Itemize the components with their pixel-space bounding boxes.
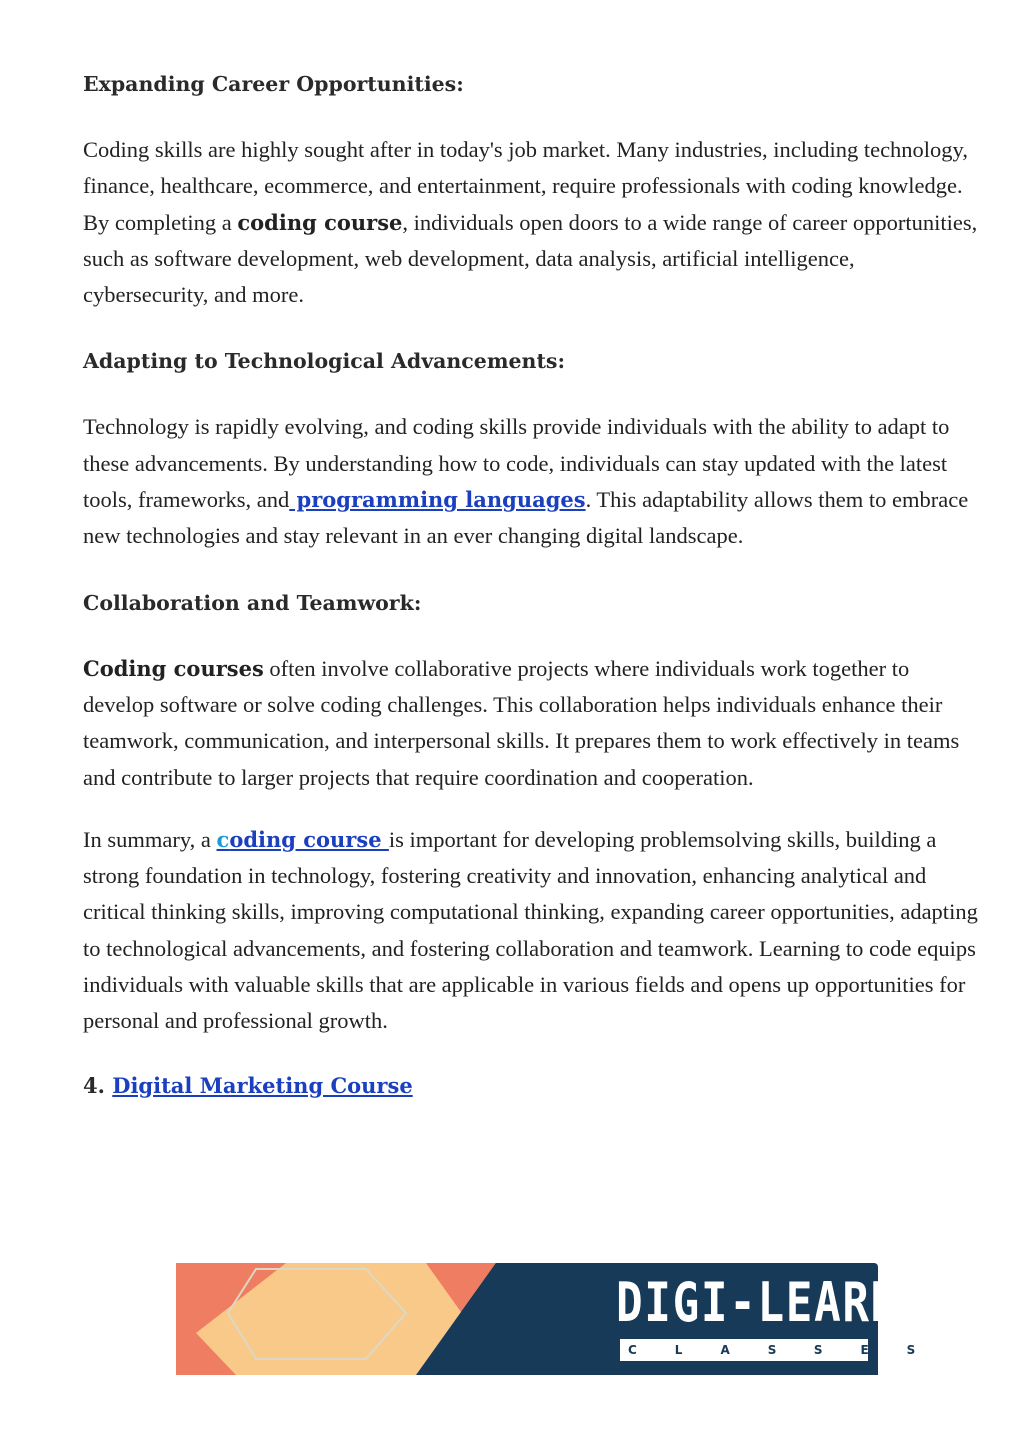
heading-technological-advancements: Adapting to Technological Advancements:	[83, 349, 566, 374]
list-item-digital-marketing	[83, 1068, 983, 1104]
digital-marketing-course-link[interactable]: Digital Marketing Course	[112, 1072, 413, 1098]
heading-expanding-career: Expanding Career Opportunities:	[83, 72, 464, 96]
paragraph-collaboration: Coding courses often involve collaborative projects where individuals work together to develop software or solve coding challenges. This collaboration helps individuals enhance their teamwork, communication, and interpersonal skills. It prepares them to work effectively in teams and contribute to larger projects that require coordination and cooperation.	[83, 655, 960, 790]
digi-learn-logo: DIGI-LEARN CLASSES	[616, 1271, 876, 1367]
heading-collaboration: Collaboration and Teamwork:	[83, 590, 422, 615]
document-page	[83, 66, 983, 1104]
list-number: 4.	[83, 1072, 113, 1098]
coding-courses-bold: Coding courses	[83, 655, 264, 681]
coding-course-link[interactable]: coding course	[216, 826, 389, 852]
digi-learn-banner	[176, 1263, 954, 1375]
paragraph-career-opportunities: Coding skills are highly sought after in today's job market. Many industries, including technology, finance, healthcare, ecommerce, and entertainment, require professionals with coding knowledge. By completing a coding course, individuals open doors to a wide range of career opportunities, such as software development, web development, data analysis, artificial intelligence, cybersecurity, and more.	[83, 137, 978, 308]
paragraph-summary: In summary, a coding course is important for developing problemsolving skills, building a strong foundation in technology, fostering creativity and innovation, enhancing analytical and critical thinking skills, improving computational thinking, expanding career opportunities, adapting to technological advancements, and fostering collaboration and teamwork. Learning to code equips individuals with valuable skills that are applicable in various fields and opens up opportunities for personal and professional growth.	[83, 826, 978, 1034]
coding-course-bold: coding course	[237, 209, 403, 235]
paragraph-technological-advancements: Technology is rapidly evolving, and coding skills provide individuals with the ability to adapt to these advancements. By understanding how to code, individuals can stay updated with the latest tools, frameworks, and programming languages. This adaptability allows them to embrace new technologies and stay relevant in an ever changing digital landscape.	[83, 414, 969, 549]
programming-languages-link[interactable]: programming languages	[289, 487, 586, 513]
